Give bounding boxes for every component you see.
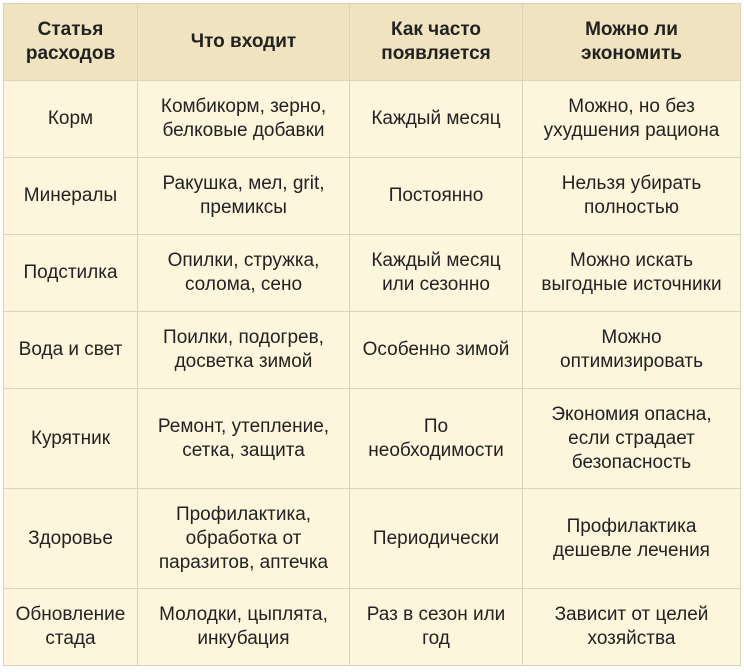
cell-expense-item: Обновление стада	[4, 589, 138, 666]
cell-what-included: Поилки, подогрев, досветка зимой	[138, 312, 350, 389]
header-frequency: Как часто появляется	[350, 4, 523, 81]
table-row	[4, 235, 741, 312]
cell-what-included: Ремонт, утепление, сетка, защита	[138, 389, 350, 489]
cell-can-save: Профилактика дешевле лечения	[523, 489, 741, 589]
cell-what-included: Опилки, стружка, солома, сено	[138, 235, 350, 312]
cell-frequency: Периодически	[350, 489, 523, 589]
table-header-row	[4, 4, 741, 81]
cell-can-save: Экономия опасна, если страдает безопасность	[523, 389, 741, 489]
cell-expense-item: Корм	[4, 81, 138, 158]
cell-frequency: Особенно зимой	[350, 312, 523, 389]
cell-can-save: Можно искать выгодные источники	[523, 235, 741, 312]
cell-expense-item: Подстилка	[4, 235, 138, 312]
cell-frequency: По необходимости	[350, 389, 523, 489]
cell-expense-item: Здоровье	[4, 489, 138, 589]
expenses-table-container	[3, 3, 741, 666]
cell-can-save: Зависит от целей хозяйства	[523, 589, 741, 666]
cell-can-save: Можно оптимизировать	[523, 312, 741, 389]
cell-can-save: Нельзя убирать полностью	[523, 158, 741, 235]
table-row	[4, 489, 741, 589]
table-row	[4, 589, 741, 666]
header-what-included: Что входит	[138, 4, 350, 81]
table-row	[4, 158, 741, 235]
cell-can-save: Можно, но без ухудшения рациона	[523, 81, 741, 158]
cell-expense-item: Минералы	[4, 158, 138, 235]
cell-expense-item: Курятник	[4, 389, 138, 489]
cell-what-included: Молодки, цыплята, инкубация	[138, 589, 350, 666]
cell-what-included: Ракушка, мел, grit, премиксы	[138, 158, 350, 235]
header-can-save: Можно ли экономить	[523, 4, 741, 81]
expenses-table	[3, 3, 741, 666]
cell-frequency: Каждый месяц	[350, 81, 523, 158]
header-expense-item: Статья расходов	[4, 4, 138, 81]
cell-what-included: Профилактика, обработка от паразитов, аптечка	[138, 489, 350, 589]
table-row	[4, 81, 741, 158]
cell-expense-item: Вода и свет	[4, 312, 138, 389]
cell-frequency: Постоянно	[350, 158, 523, 235]
cell-what-included: Комбикорм, зерно, белковые добавки	[138, 81, 350, 158]
cell-frequency: Каждый месяц или сезонно	[350, 235, 523, 312]
cell-frequency: Раз в сезон или год	[350, 589, 523, 666]
table-row	[4, 312, 741, 389]
table-row	[4, 389, 741, 489]
